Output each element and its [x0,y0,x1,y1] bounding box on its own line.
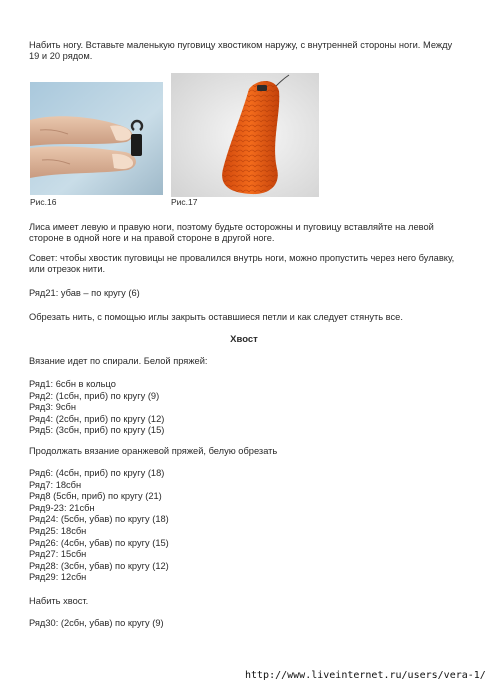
legs-paragraph: Лиса имеет левую и правую ноги, поэтому будьте осторожны и пуговицу вставляйте на левой стороне в одной ноге и на правой стороне в другой ноге. [29,222,434,244]
list-item: Ряд27: 15сбн [29,549,87,560]
list-item: Ряд8 (5сбн, приб) по кругу (21) [29,491,162,502]
intro-text: Набить ногу. Вставьте маленькую пуговицу хвостиком наружу, с внутренней стороны ноги. Между 19 и 20 рядом. [29,40,453,62]
crochet-leg-image [171,73,319,197]
list-item: Ряд28: (3сбн, убав) по кругу (12) [29,560,169,571]
list-item: Ряд6: (4сбн, приб) по кругу (18) [29,468,165,478]
list-item: Ряд1: 6сбн в кольцо [29,379,116,389]
row-30: Ряд30: (2сбн, убав) по кругу (9) [29,618,164,628]
spiral-note: Вязание идет по спирали. Белой пряжей: [29,356,208,366]
orange-note: Продолжать вязание оранжевой пряжей, белую обрезать [29,446,278,456]
orange-rows-list [29,468,169,584]
tail-heading: Хвост [230,334,258,345]
list-item: Ряд3: 9сбн [29,402,76,413]
fingers-button-image [30,82,163,195]
tip-paragraph: Совет: чтобы хвостик пуговицы не провалился внутрь ноги, можно пропустить через него булавку, или отрезок нити. [29,253,455,275]
cut-thread-paragraph: Обрезать нить, с помощью иглы закрыть оставшиеся петли и как следует стянуть все. [29,312,403,322]
figure-17-caption: Рис.17 [171,197,198,207]
list-item: Ряд9-23: 21сбн [29,502,95,513]
list-item: Ряд5: (3сбн, приб) по кругу (15) [29,425,165,436]
figure-17-photo [171,73,319,197]
figure-16-caption: Рис.16 [30,197,57,207]
list-item: Ряд24: (5сбн, убав) по кругу (18) [29,514,169,525]
white-rows-list [29,379,164,437]
list-item: Ряд29: 12сбн [29,572,87,583]
stuff-tail-text: Набить хвост. [29,596,89,606]
row-21: Ряд21: убав – по кругу (6) [29,288,140,298]
figure-16-photo [30,82,163,195]
source-url: http://www.liveinternet.ru/users/vera-1/ [245,670,486,681]
list-item: Ряд7: 18сбн [29,479,82,490]
list-item: Ряд2: (1сбн, приб) по кругу (9) [29,390,160,401]
list-item: Ряд26: (4сбн, убав) по кругу (15) [29,537,169,548]
list-item: Ряд25: 18сбн [29,525,87,536]
list-item: Ряд4: (2сбн, приб) по кругу (12) [29,413,165,424]
